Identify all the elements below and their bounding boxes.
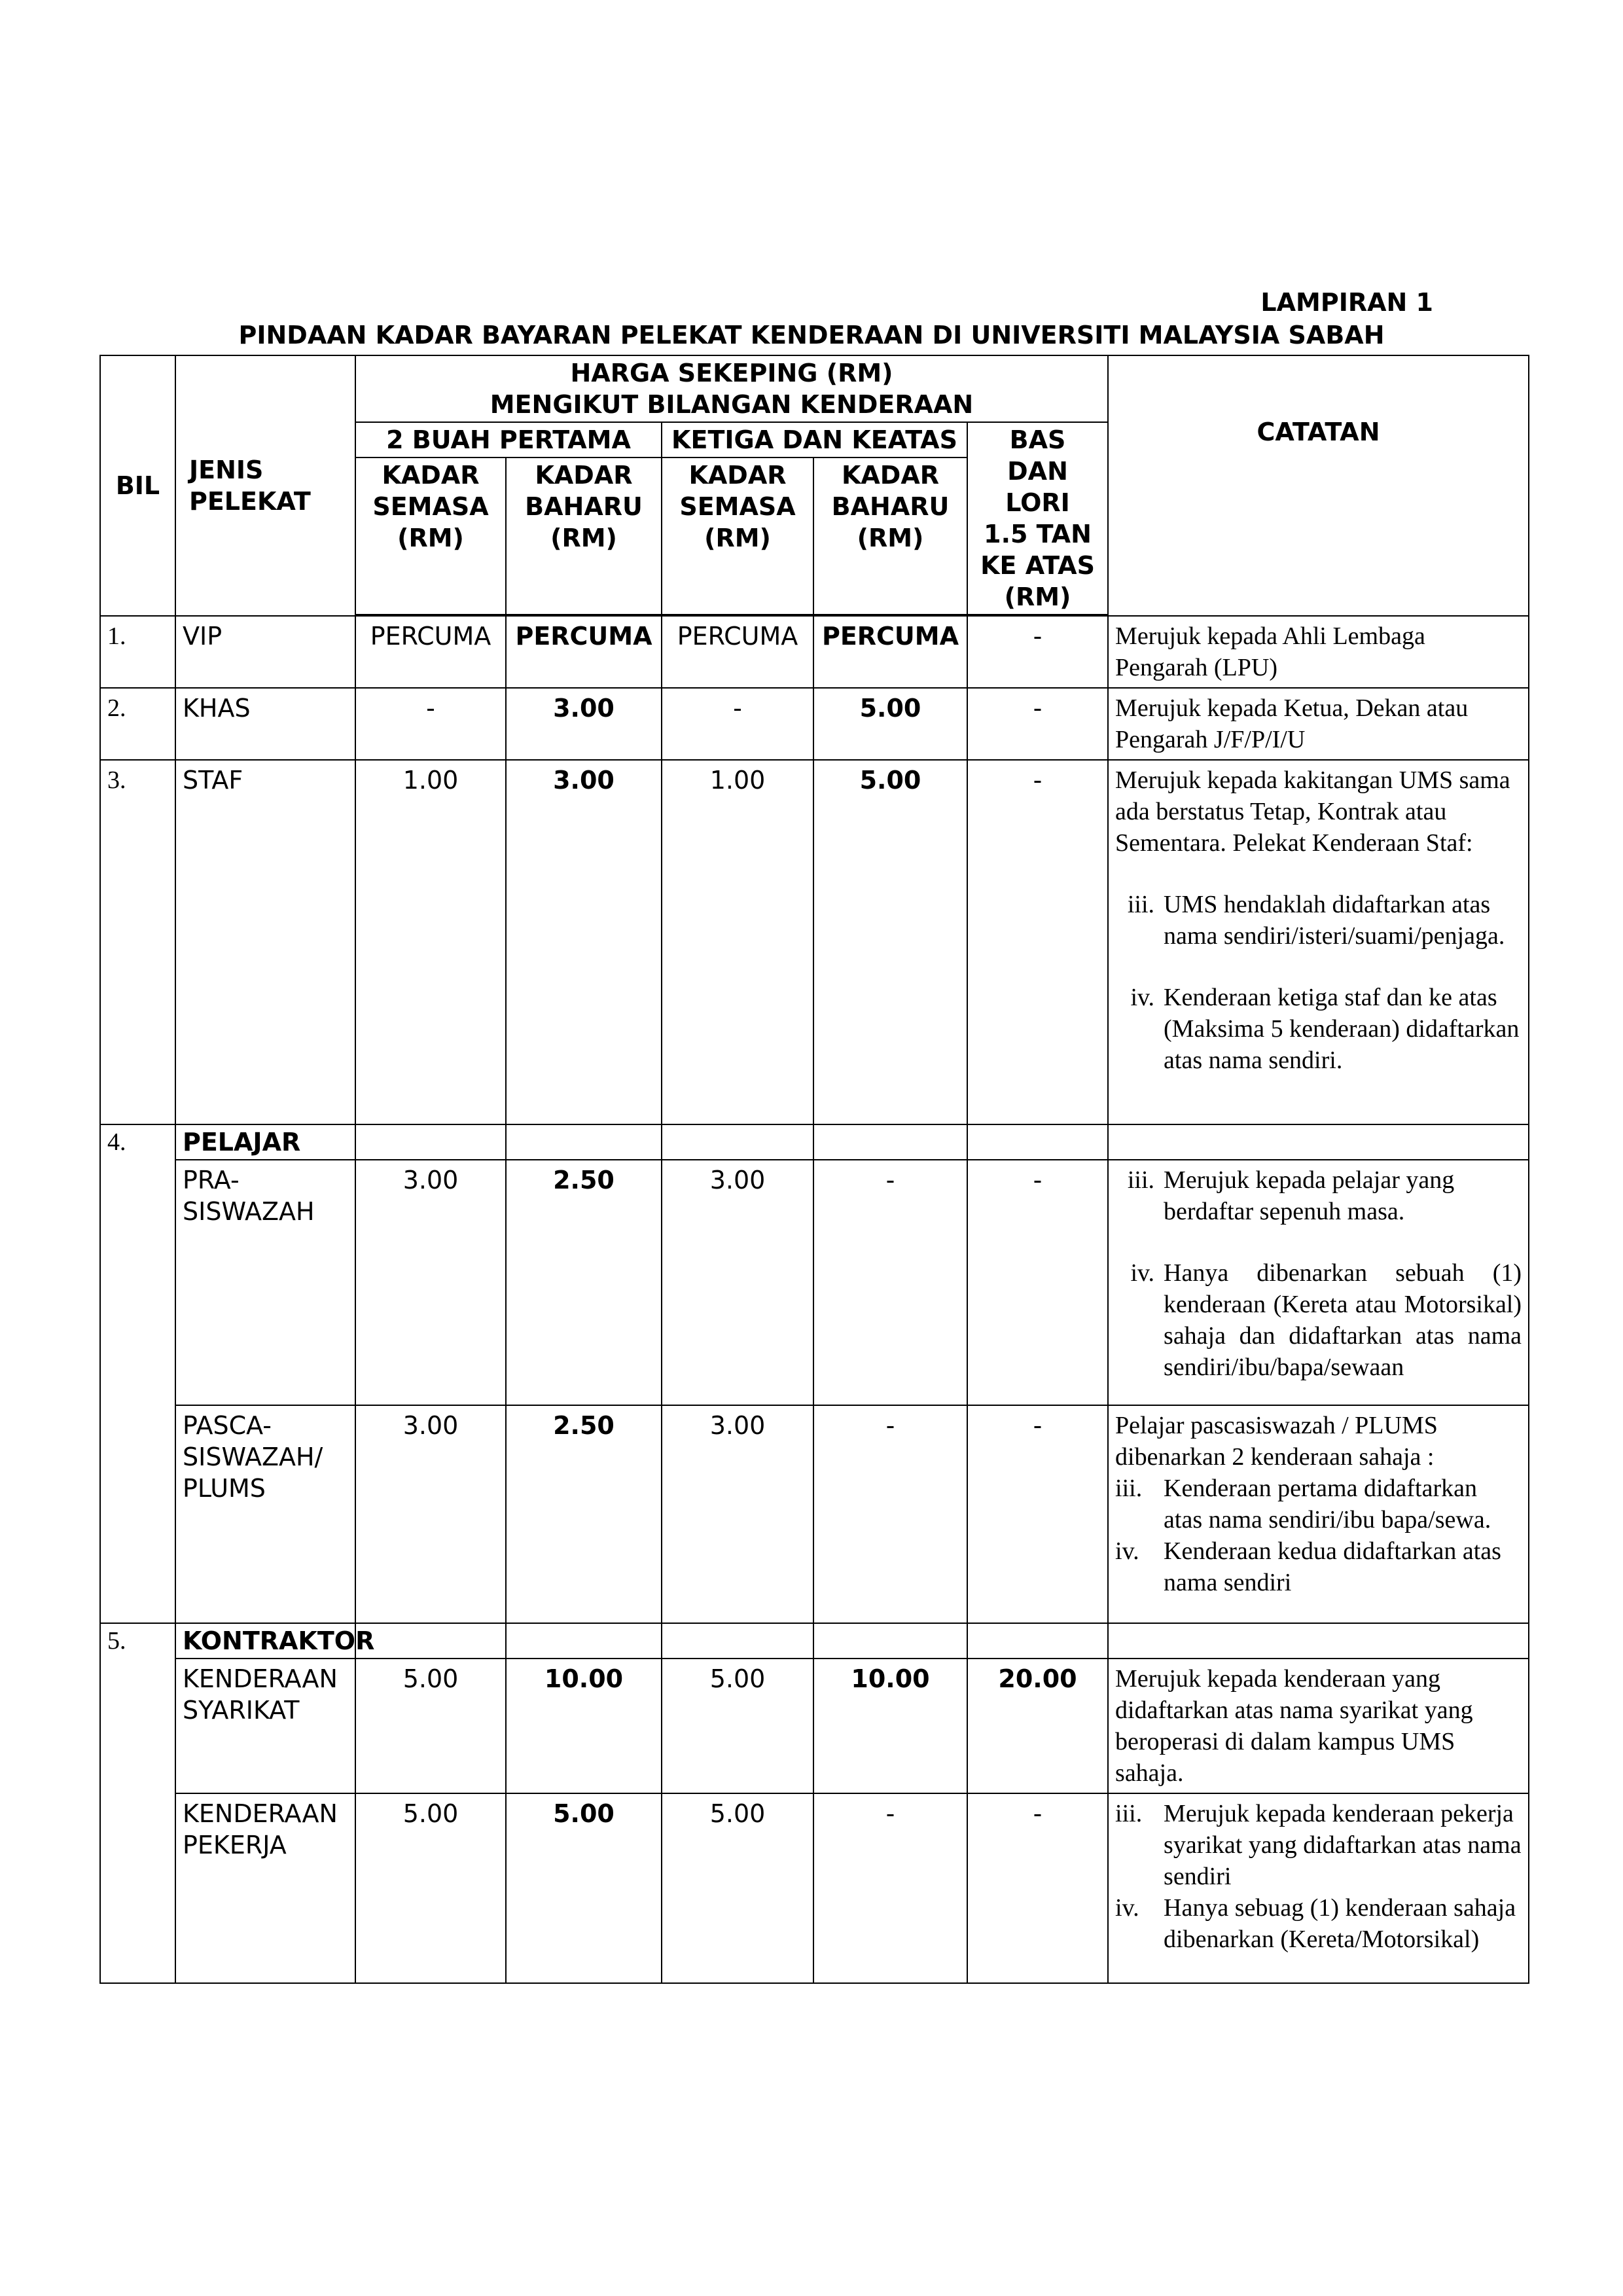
empty-cell [813,1124,967,1160]
empty-cell [355,1623,506,1659]
row-jenis: KONTRAKTOR [175,1623,355,1659]
bas-lori-cell: - [967,688,1108,760]
empty-cell [100,1160,175,1405]
row-bil: 3. [100,760,175,1124]
empty-cell [100,1659,175,1793]
note-intro: Merujuk kepada kakitangan UMS sama ada berstatus Tetap, Kontrak atau Sementara. Pelekat Kenderaan Staf: [1115,766,1510,857]
catatan-cell: Merujuk kepada Ahli Lembaga Pengarah (LPU) [1108,616,1529,688]
kadar-baharu-cell: 2.50 [506,1160,662,1405]
row-bil: 5. [100,1623,175,1659]
row-jenis: KENDERAAN PEKERJA [175,1793,355,1983]
empty-cell [967,1124,1108,1160]
catatan-cell [1108,1405,1529,1623]
col-ketiga-header: KETIGA DAN KEATAS [662,422,967,457]
document-title: PINDAAN KADAR BAYARAN PELEKAT KENDERAAN DI UNIVERSITI MALAYSIA SABAH [238,321,1385,350]
catatan-cell [1108,1793,1529,1983]
note-marker: iii. [1127,891,1155,918]
col-kadar-baharu-header: KADAR BAHARU (RM) [506,457,662,615]
empty-cell [1108,1623,1529,1659]
note-text: Kenderaan ketiga staf dan ke atas (Maksima 5 kenderaan) didaftarkan atas nama sendiri. [1164,984,1520,1074]
kadar-baharu-cell: 10.00 [813,1659,967,1793]
bas-lori-cell: - [967,1160,1108,1405]
kadar-baharu-cell: - [813,1793,967,1983]
row-bil: 2. [100,688,175,760]
kadar-baharu-cell: PERCUMA [813,616,967,688]
note-marker: iv. [1115,1537,1139,1565]
note-text-block [1164,1257,1522,1383]
table-row [100,616,1529,688]
table-row [100,1160,1529,1405]
row-jenis: PELAJAR [175,1124,355,1160]
note-marker: iii. [1115,1475,1143,1502]
table-row [100,1793,1529,1983]
note-marker: iii. [1127,1166,1155,1194]
header-row [100,355,1529,422]
note-text: Merujuk kepada pelajar yang berdaftar sepenuh masa. [1164,1166,1455,1225]
bas-lori-cell: 20.00 [967,1659,1108,1793]
row-jenis: PASCA- SISWAZAH/ PLUMS [175,1405,355,1623]
kadar-baharu-cell: 3.00 [506,688,662,760]
col-bas-lori-header: BAS DAN LORI 1.5 TAN KE ATAS (RM) [967,422,1108,615]
kadar-baharu-cell: - [813,1405,967,1623]
note-item [1115,1798,1522,1892]
catatan-cell: Merujuk kepada Ketua, Dekan atau Pengarah J/F/P/I/U [1108,688,1529,760]
table-row [100,760,1529,1124]
kadar-semasa-cell: 3.00 [355,1405,506,1623]
note-text: UMS hendaklah didaftarkan atas nama sendiri/isteri/suami/penjaga. [1164,891,1505,950]
col-dua-buah-header: 2 BUAH PERTAMA [355,422,662,457]
kadar-semasa-cell: PERCUMA [355,616,506,688]
kadar-semasa-cell: 3.00 [662,1160,813,1405]
note-item [1115,1164,1522,1227]
bas-lori-cell: - [967,1405,1108,1623]
row-jenis: STAF [175,760,355,1124]
row-jenis: PRA- SISWAZAH [175,1160,355,1405]
kadar-semasa-cell: 5.00 [355,1793,506,1983]
kadar-semasa-cell: 5.00 [662,1659,813,1793]
kadar-semasa-cell: 5.00 [355,1659,506,1793]
kadar-semasa-cell: 1.00 [662,760,813,1124]
note-item [1115,1535,1522,1598]
empty-cell [100,1793,175,1983]
empty-cell [813,1623,967,1659]
col-jenis-header: JENIS PELEKAT [175,355,355,616]
lampiran-label: LAMPIRAN 1 [1260,288,1433,317]
note-marker: iv. [1130,1259,1155,1287]
table-row [100,1623,1529,1659]
kadar-baharu-cell: - [813,1160,967,1405]
table-row [100,1405,1529,1623]
catatan-cell [1108,760,1529,1124]
row-bil: 4. [100,1124,175,1160]
empty-cell [1108,1124,1529,1160]
empty-cell [967,1623,1108,1659]
kadar-semasa-cell: 3.00 [662,1405,813,1623]
kadar-semasa-cell: 1.00 [355,760,506,1124]
table-row [100,1124,1529,1160]
col-bil-header: BIL [100,355,175,616]
kadar-semasa-cell: - [662,688,813,760]
row-bil: 1. [100,616,175,688]
col-catatan-header: CATATAN [1108,355,1529,616]
note-text: Hanya dibenarkan sebuah (1) kenderaan (Kereta atau Motorsikal) sahaja dan didaftarkan atas nama [1164,1259,1522,1350]
kadar-baharu-cell: 3.00 [506,760,662,1124]
empty-cell [662,1124,813,1160]
note-marker: iv. [1130,984,1155,1011]
row-jenis: KHAS [175,688,355,760]
kadar-semasa-cell: PERCUMA [662,616,813,688]
note-intro: Pelajar pascasiswazah / PLUMS dibenarkan 2 kenderaan sahaja : [1115,1412,1438,1471]
note-text: sendiri/ibu/bapa/sewaan [1164,1354,1404,1381]
empty-cell [100,1405,175,1623]
catatan-cell [1108,1160,1529,1405]
row-jenis: KENDERAAN SYARIKAT [175,1659,355,1793]
kadar-semasa-cell: 5.00 [662,1793,813,1983]
note-item [1115,1473,1522,1535]
col-kadar-semasa-header: KADAR SEMASA (RM) [662,457,813,615]
bas-lori-cell: - [967,1793,1108,1983]
note-text: Kenderaan pertama didaftarkan atas nama sendiri/ibu bapa/sewa. [1164,1475,1491,1534]
note-text: Hanya sebuag (1) kenderaan sahaja dibenarkan (Kereta/Motorsikal) [1164,1894,1516,1953]
note-marker: iv. [1115,1894,1139,1922]
bas-lori-cell: - [967,616,1108,688]
empty-cell [506,1124,662,1160]
empty-cell [662,1623,813,1659]
note-marker: iii. [1115,1800,1143,1827]
note-item [1115,982,1522,1076]
col-harga-header: HARGA SEKEPING (RM) MENGIKUT BILANGAN KENDERAAN [355,355,1108,422]
kadar-baharu-cell: 5.00 [506,1793,662,1983]
catatan-cell: Merujuk kepada kenderaan yang didaftarkan atas nama syarikat yang beroperasi di dalam kampus UMS sahaja. [1108,1659,1529,1793]
kadar-semasa-cell: - [355,688,506,760]
row-jenis: VIP [175,616,355,688]
empty-cell [506,1623,662,1659]
col-kadar-semasa-header: KADAR SEMASA (RM) [355,457,506,615]
note-text: Merujuk kepada kenderaan pekerja syarikat yang didaftarkan atas nama sendiri [1164,1800,1522,1890]
kadar-semasa-cell: 3.00 [355,1160,506,1405]
kadar-baharu-cell: 10.00 [506,1659,662,1793]
note-text: Kenderaan kedua didaftarkan atas nama sendiri [1164,1537,1501,1596]
kadar-baharu-cell: 2.50 [506,1405,662,1623]
note-item [1115,1257,1522,1383]
table-row [100,688,1529,760]
sticker-rate-table [99,355,1529,1984]
kadar-baharu-cell: 5.00 [813,688,967,760]
kadar-baharu-cell: 5.00 [813,760,967,1124]
note-item [1115,889,1522,952]
kadar-baharu-cell: PERCUMA [506,616,662,688]
table-row [100,1659,1529,1793]
empty-cell [355,1124,506,1160]
note-item [1115,1892,1522,1955]
col-kadar-baharu-header: KADAR BAHARU (RM) [813,457,967,615]
bas-lori-cell: - [967,760,1108,1124]
